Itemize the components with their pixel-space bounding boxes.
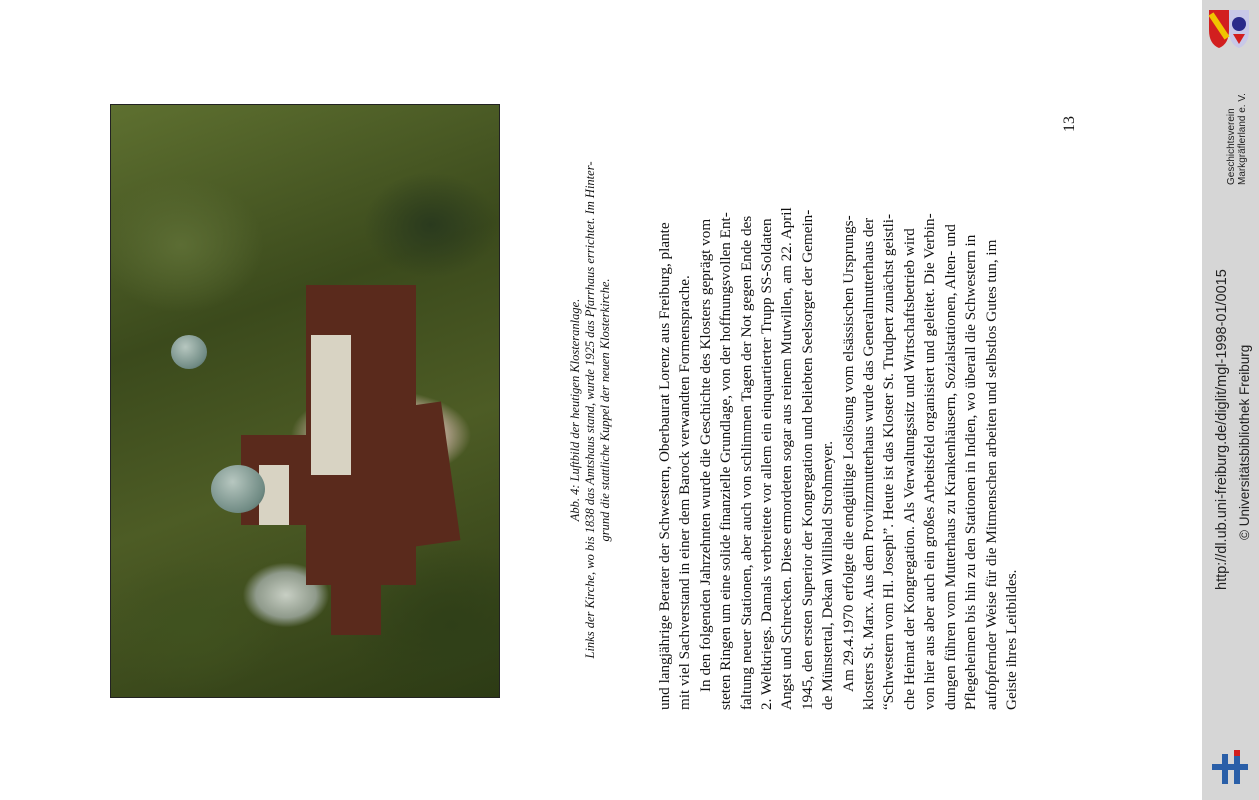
text-line: dungen führen vom Mutterhaus zu Krankenhäusern, Sozialstationen, Alten- und bbox=[941, 224, 959, 710]
text-line: 2. Weltkriegs. Damals verbreitete vor allem ein einquartierter Trupp SS-Soldaten bbox=[758, 218, 776, 710]
text-line: klosters St. Marx. Aus dem Provinzmutterhaus wurde das Generalmutterhaus der bbox=[860, 217, 878, 710]
library-credit: © Universitätsbibliothek Freiburg bbox=[1237, 344, 1252, 540]
tower-dome bbox=[171, 335, 207, 369]
text-line: Angst und Schrecken. Diese ermordeten sogar aus reinem Mutwillen, am 22. April bbox=[778, 207, 796, 710]
monastery-facade bbox=[311, 335, 351, 475]
university-library-logo-icon bbox=[1208, 748, 1252, 788]
society-name bbox=[1226, 55, 1256, 185]
text-line: und langjährige Berater der Schwestern, Oberbaurat Lorenz aus Freiburg, plante bbox=[656, 222, 673, 710]
society-line: Markgräflerland e. V. bbox=[1237, 93, 1248, 185]
page-number: 13 bbox=[1061, 116, 1078, 132]
aerial-photo-monastery bbox=[110, 104, 500, 698]
text-line: Pflegeheimen bis hin zu den Stationen in Indien, wo überall die Schwestern in bbox=[962, 234, 980, 710]
text-line: In den folgenden Jahrzehnten wurde die Geschichte des Klosters geprägt vom bbox=[696, 218, 714, 692]
text-line: mit viel Sachverstand in einer dem Barock verwandten Formensprache. bbox=[676, 275, 694, 710]
text-line: de Münstertal, Dekan Willibald Strohmeyer. bbox=[819, 440, 837, 710]
caption-line: Abb. 4: Luftbild der heutigen Klosteranlage. bbox=[568, 298, 582, 522]
text-line: “Schwestern vom Hl. Joseph”. Heute ist das Kloster St. Trudpert zunächst geistli- bbox=[880, 213, 898, 710]
text-line: 1945, den ersten Superior der Kongregation und beliebten Seelsorger der Gemein- bbox=[798, 209, 816, 710]
caption-line: grund die stattliche Kuppel der neuen Klosterkirche. bbox=[598, 278, 612, 542]
text-line: Am 29.4.1970 erfolgte die endgültige Loslösung vom elsässischen Ursprungs- bbox=[839, 215, 857, 692]
text-line: aufopfernder Weise für die Mitmenschen arbeiten und selbstlos Gutes tun, im bbox=[982, 239, 1000, 710]
parish-house-roof bbox=[331, 575, 381, 635]
text-line: che Heimat der Kongregation. Als Verwaltungssitz und Wirtschaftsbetrieb wird bbox=[900, 228, 918, 710]
body-text bbox=[655, 100, 1055, 710]
text-line: Geiste ihres Leitbildes. bbox=[1002, 569, 1020, 710]
caption-line: Links der Kirche, wo bis 1838 das Amtshaus stand, wurde 1925 das Pfarrhaus errichtet. Im Hinter- bbox=[583, 161, 597, 659]
society-line: Geschichtsverein bbox=[1226, 108, 1237, 185]
text-line: von hier aus aber auch ein großes Arbeitsfeld organisiert und geleitet. Die Verbin- bbox=[921, 213, 939, 710]
church-dome bbox=[211, 465, 265, 513]
permalink-url[interactable]: http://dl.ub.uni-freiburg.de/diglit/mgl-1998-01/0015 bbox=[1214, 269, 1230, 590]
crest-icon bbox=[1207, 8, 1251, 50]
figure-caption bbox=[568, 130, 628, 690]
text-line: steten Ringen um eine solide finanzielle Grundlage, von der hoffnungsvollen Ent- bbox=[717, 212, 735, 710]
text-line: faltung neuer Stationen, aber auch von schlimmen Tagen der Not gegen Ende des bbox=[737, 215, 755, 710]
